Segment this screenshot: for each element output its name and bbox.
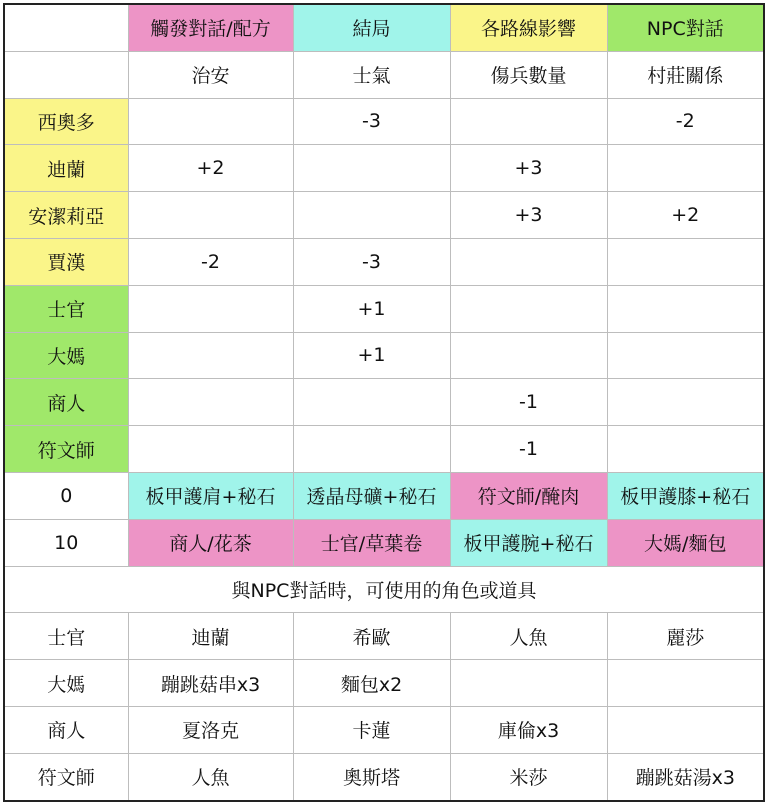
effect-value — [450, 98, 607, 145]
effect-row — [4, 98, 764, 145]
npc-usable-item: 麵包x2 — [293, 660, 450, 707]
npc-item-row — [4, 660, 764, 707]
npc-usable-item — [607, 706, 764, 753]
subheader-cell: 村莊關係 — [607, 51, 764, 98]
npc-usable-item: 蹦跳菇湯x3 — [607, 753, 764, 800]
effect-value — [450, 238, 607, 285]
effect-value: -3 — [293, 238, 450, 285]
recipe-threshold: 10 — [4, 519, 128, 566]
effect-value — [607, 426, 764, 473]
npc-usable-item: 麗莎 — [607, 613, 764, 660]
npc-name: 符文師 — [4, 753, 128, 800]
effect-value — [128, 379, 293, 426]
npc-usable-item: 希歐 — [293, 613, 450, 660]
effect-value: +2 — [128, 145, 293, 192]
npc-usable-item: 夏洛克 — [128, 706, 293, 753]
effect-row — [4, 192, 764, 239]
recipe-cell: 大媽/麵包 — [607, 519, 764, 566]
header-row — [4, 4, 764, 51]
npc-item-row — [4, 753, 764, 800]
effect-value: +1 — [293, 332, 450, 379]
npc-item-row — [4, 706, 764, 753]
npc-usable-item: 人魚 — [450, 613, 607, 660]
recipe-row — [4, 519, 764, 566]
effect-row — [4, 145, 764, 192]
npc-name: 商人 — [4, 706, 128, 753]
effect-value — [293, 192, 450, 239]
recipe-cell: 商人/花茶 — [128, 519, 293, 566]
npc-item-row — [4, 613, 764, 660]
npc-usable-item: 蹦跳菇串x3 — [128, 660, 293, 707]
effect-value: -2 — [607, 98, 764, 145]
recipe-cell: 透晶母礦+秘石 — [293, 472, 450, 519]
effect-value — [128, 332, 293, 379]
effect-value — [607, 145, 764, 192]
effect-value: -2 — [128, 238, 293, 285]
effect-value: -1 — [450, 379, 607, 426]
effect-value — [128, 98, 293, 145]
character-name: 安潔莉亞 — [4, 192, 128, 239]
recipe-threshold: 0 — [4, 472, 128, 519]
npc-name: 符文師 — [4, 426, 128, 473]
effect-row — [4, 332, 764, 379]
npc-name: 大媽 — [4, 332, 128, 379]
npc-section-title: 與NPC對話時，可使用的角色或道具 — [4, 566, 764, 613]
effect-value: -1 — [450, 426, 607, 473]
npc-usable-item: 奧斯塔 — [293, 753, 450, 800]
npc-name: 大媽 — [4, 660, 128, 707]
subheader-cell: 治安 — [128, 51, 293, 98]
npc-usable-item — [450, 660, 607, 707]
effect-row — [4, 238, 764, 285]
effect-value — [607, 379, 764, 426]
npc-usable-item — [607, 660, 764, 707]
header-route-effect: 各路線影響 — [450, 4, 607, 51]
character-name: 賈漢 — [4, 238, 128, 285]
effect-value: +1 — [293, 285, 450, 332]
effect-value — [293, 379, 450, 426]
subheader-cell — [4, 51, 128, 98]
effect-row — [4, 426, 764, 473]
effect-value — [128, 285, 293, 332]
effect-value: +3 — [450, 145, 607, 192]
effect-value — [293, 145, 450, 192]
effect-value — [128, 426, 293, 473]
effect-value — [450, 332, 607, 379]
npc-name: 商人 — [4, 379, 128, 426]
effect-value — [293, 426, 450, 473]
npc-section-title-row — [4, 566, 764, 613]
effect-value — [607, 285, 764, 332]
character-name: 西奧多 — [4, 98, 128, 145]
npc-name: 士官 — [4, 285, 128, 332]
npc-usable-item: 米莎 — [450, 753, 607, 800]
recipe-cell: 板甲護腕+秘石 — [450, 519, 607, 566]
effects-table — [3, 3, 765, 802]
header-trigger-dialog: 觸發對話/配方 — [128, 4, 293, 51]
effect-value: +3 — [450, 192, 607, 239]
recipe-row — [4, 472, 764, 519]
effect-row — [4, 379, 764, 426]
effect-value — [607, 332, 764, 379]
effect-value: +2 — [607, 192, 764, 239]
effect-value — [607, 238, 764, 285]
effect-row — [4, 285, 764, 332]
effect-value — [128, 192, 293, 239]
header-corner — [4, 4, 128, 51]
subheader-cell: 傷兵數量 — [450, 51, 607, 98]
recipe-cell: 板甲護肩+秘石 — [128, 472, 293, 519]
effect-value — [450, 285, 607, 332]
character-name: 迪蘭 — [4, 145, 128, 192]
npc-usable-item: 迪蘭 — [128, 613, 293, 660]
subheader-row — [4, 51, 764, 98]
npc-usable-item: 庫倫x3 — [450, 706, 607, 753]
subheader-cell: 士氣 — [293, 51, 450, 98]
recipe-cell: 板甲護膝+秘石 — [607, 472, 764, 519]
header-ending: 結局 — [293, 4, 450, 51]
recipe-cell: 士官/草葉卷 — [293, 519, 450, 566]
npc-usable-item: 卡蓮 — [293, 706, 450, 753]
npc-usable-item: 人魚 — [128, 753, 293, 800]
effect-value: -3 — [293, 98, 450, 145]
header-npc-dialog: NPC對話 — [607, 4, 764, 51]
recipe-cell: 符文師/醃肉 — [450, 472, 607, 519]
npc-name: 士官 — [4, 613, 128, 660]
